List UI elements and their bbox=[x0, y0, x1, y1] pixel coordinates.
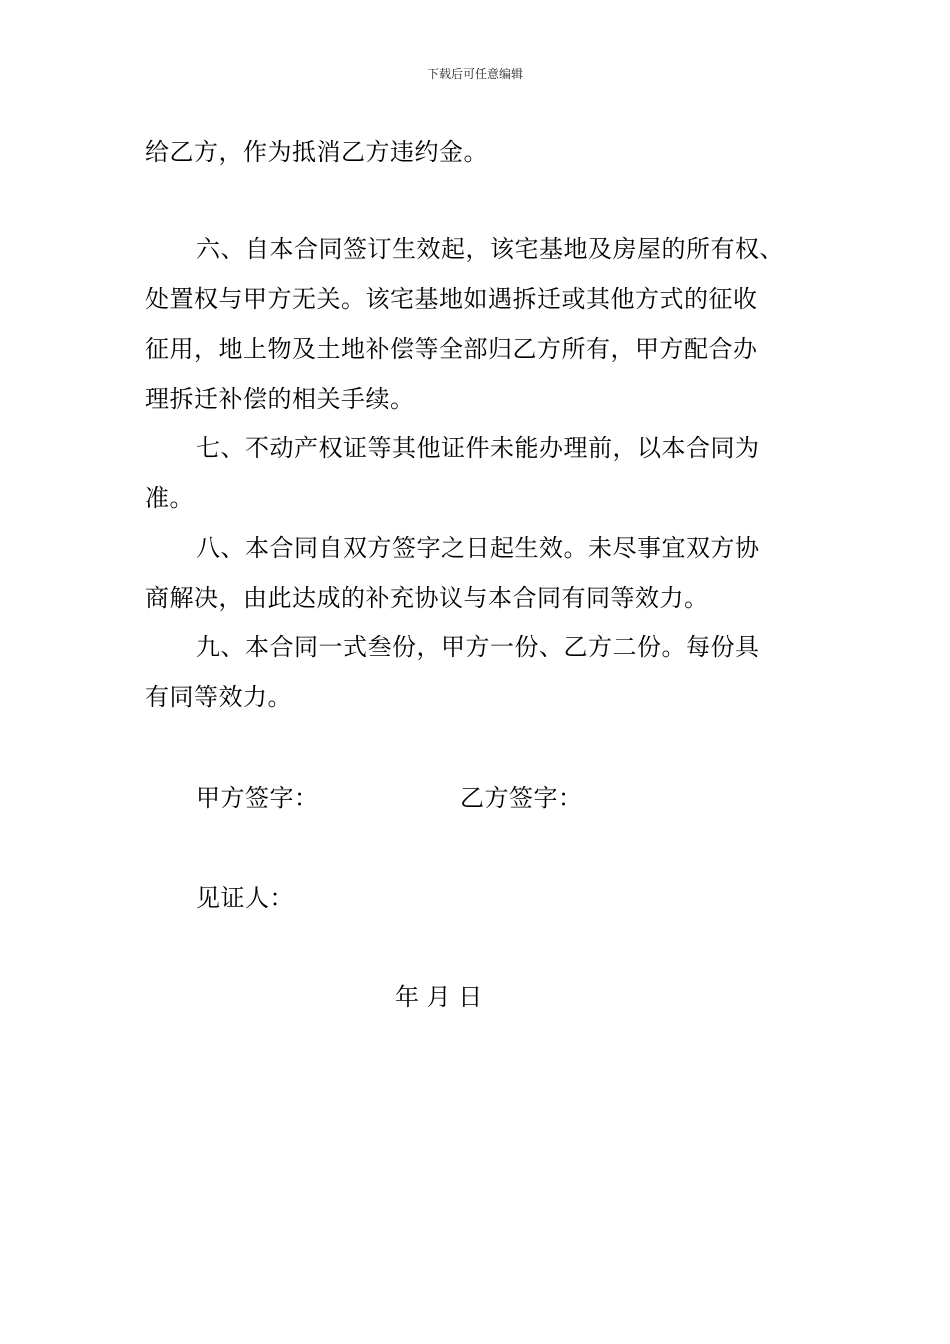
clause-7-line-1: 七、不动产权证等其他证件未能办理前，以本合同为 bbox=[196, 434, 760, 462]
paragraph-line: 给乙方，作为抵消乙方违约金。 bbox=[145, 138, 488, 166]
clause-8-line-2: 商解决，由此达成的补充协议与本合同有同等效力。 bbox=[145, 584, 709, 612]
clause-7-line-2: 准。 bbox=[145, 484, 194, 512]
clause-9-line-2: 有同等效力。 bbox=[145, 683, 292, 711]
clause-6-line-1: 六、自本合同签订生效起，该宅基地及房屋的所有权、 bbox=[196, 235, 784, 263]
clause-6-line-2: 处置权与甲方无关。该宅基地如遇拆迁或其他方式的征收 bbox=[145, 285, 758, 313]
clause-8-line-1: 八、本合同自双方签字之日起生效。未尽事宜双方协 bbox=[196, 534, 760, 562]
clause-6-line-3: 征用，地上物及土地补偿等全部归乙方所有，甲方配合办 bbox=[145, 335, 758, 363]
witness-label: 见证人： bbox=[196, 884, 294, 912]
party-a-signature-label: 甲方签字： bbox=[196, 784, 319, 812]
party-b-signature-label: 乙方签字： bbox=[460, 784, 583, 812]
clause-6-line-4: 理拆迁补偿的相关手续。 bbox=[145, 385, 415, 413]
date-line: 年 月 日 bbox=[395, 983, 483, 1011]
clause-9-line-1: 九、本合同一式叁份，甲方一份、乙方二份。每份具 bbox=[196, 633, 760, 661]
page-header: 下载后可任意编辑 bbox=[426, 67, 523, 81]
